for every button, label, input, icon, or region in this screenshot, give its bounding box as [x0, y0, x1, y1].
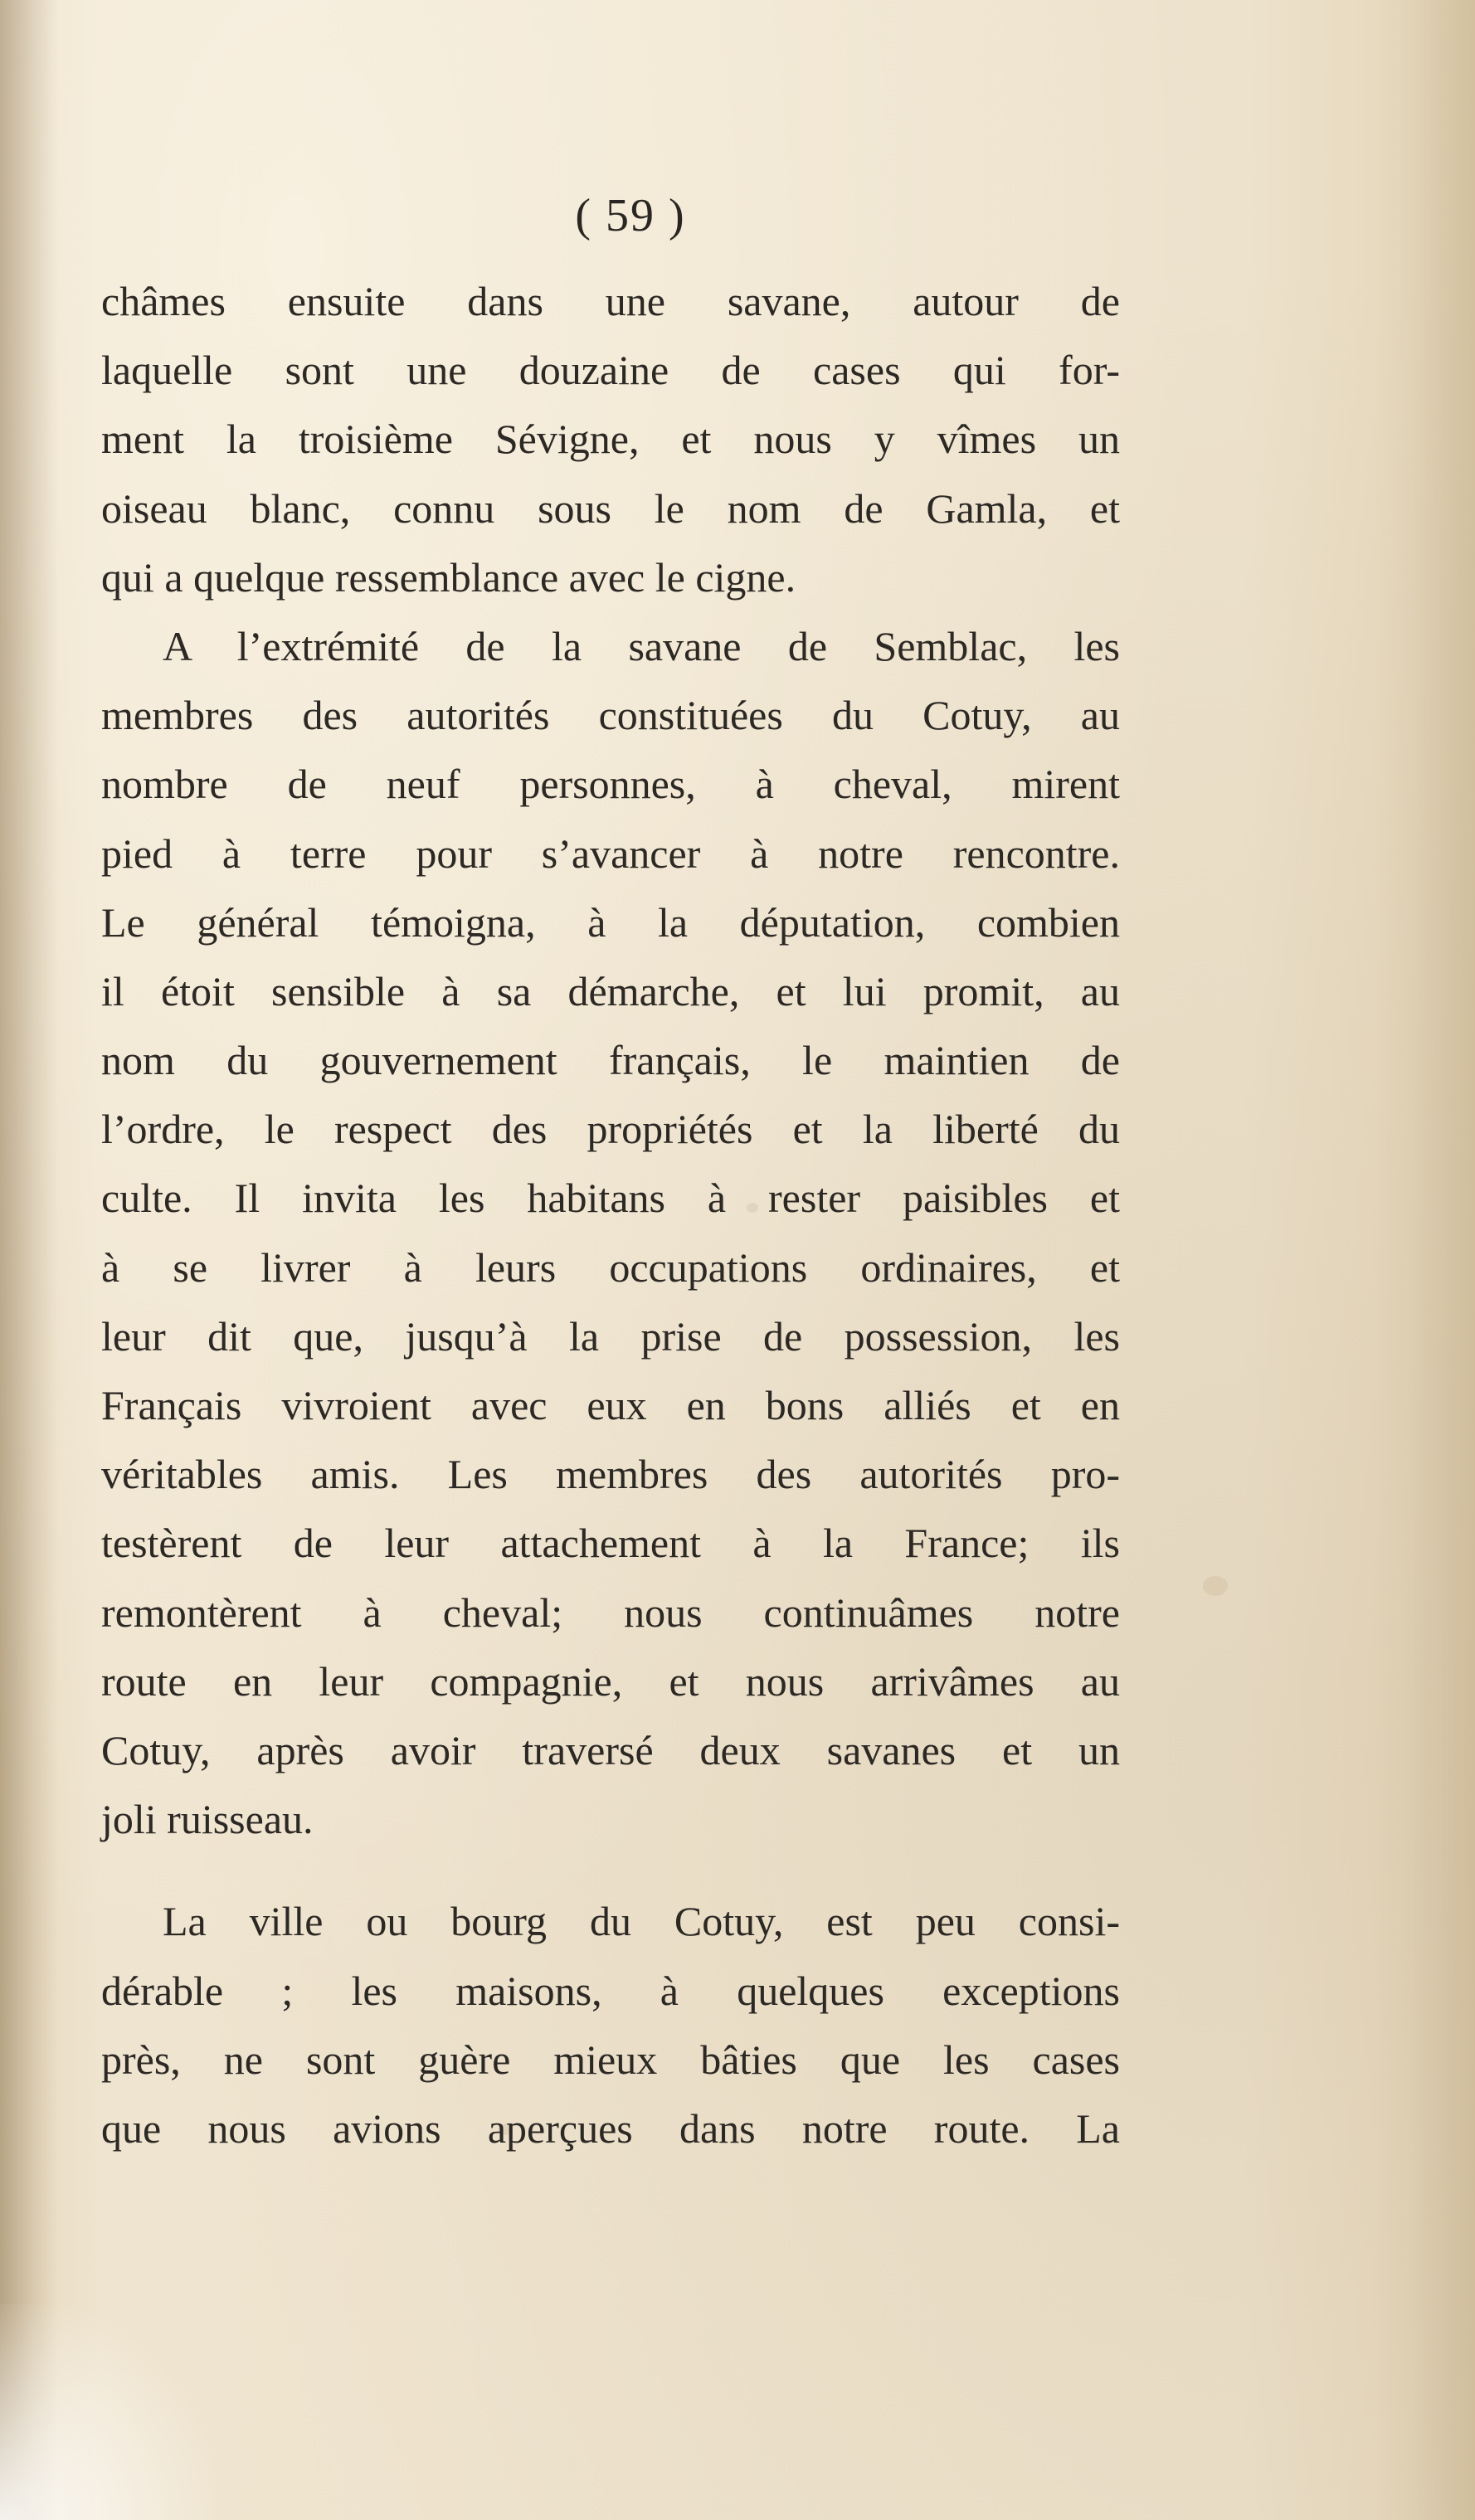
- text-line: nom du gouvernement français, le maintien de: [101, 1037, 1120, 1084]
- text-line: châmes ensuite dans une savane, autour de: [101, 278, 1120, 324]
- text-line: laquelle sont une douzaine de cases qui for-: [101, 347, 1120, 394]
- text-line: testèrent de leur attachement à la France; ils: [101, 1520, 1120, 1567]
- text-line: remontèrent à cheval; nous continuâmes notre: [101, 1588, 1120, 1636]
- text-line: leur dit que, jusqu’à la prise de possession, les: [101, 1312, 1120, 1360]
- body-text: [101, 267, 1120, 2163]
- text-line: culte. Il invita les habitans à rester paisibles et: [101, 1175, 1120, 1222]
- text-line: l’ordre, le respect des propriétés et la liberté du: [101, 1106, 1120, 1153]
- text-line: oiseau blanc, connu sous le nom de Gamla, et: [101, 484, 1120, 532]
- text-line: qui a quelque ressemblance avec le cigne.: [101, 553, 796, 601]
- text-line: dérable ; les maisons, à quelques exceptions: [101, 1967, 1120, 2014]
- text-line: Cotuy, après avoir traversé deux savanes et un: [101, 1726, 1120, 1773]
- text-line: A l’extrémité de la savane de Semblac, les: [163, 622, 1120, 669]
- text-line: à se livrer à leurs occupations ordinaires, et: [101, 1243, 1120, 1291]
- gutter-shadow: [0, 0, 58, 2520]
- text-line: Le général témoigna, à la députation, combien: [101, 898, 1120, 946]
- text-line: ment la troisième Sévigne, et nous y vîmes un: [101, 416, 1120, 463]
- text-line: La ville ou bourg du Cotuy, est peu consi-: [163, 1898, 1120, 1945]
- text-line: pied à terre pour s’avancer à notre rencontre.: [101, 829, 1120, 877]
- foxing-spot: [1203, 1576, 1228, 1596]
- page-corner-wear: [0, 2304, 216, 2520]
- text-line: joli ruisseau.: [101, 1796, 314, 1843]
- edge-shadow: [1375, 0, 1475, 2520]
- text-line: que nous avions aperçues dans notre route. La: [101, 2104, 1120, 2152]
- text-line: Français vivroient avec eux en bons alliés et en: [101, 1382, 1120, 1428]
- page-number: ( 59 ): [575, 190, 686, 241]
- text-line: près, ne sont guère mieux bâties que les cases: [101, 2036, 1120, 2083]
- text-line: il étoit sensible à sa démarche, et lui promit, au: [101, 967, 1120, 1014]
- text-line: membres des autorités constituées du Cotuy, au: [101, 692, 1120, 739]
- text-line: route en leur compagnie, et nous arrivâmes au: [101, 1657, 1120, 1705]
- text-line: nombre de neuf personnes, à cheval, mirent: [101, 761, 1120, 808]
- text-line: véritables amis. Les membres des autorités pro-: [101, 1451, 1120, 1498]
